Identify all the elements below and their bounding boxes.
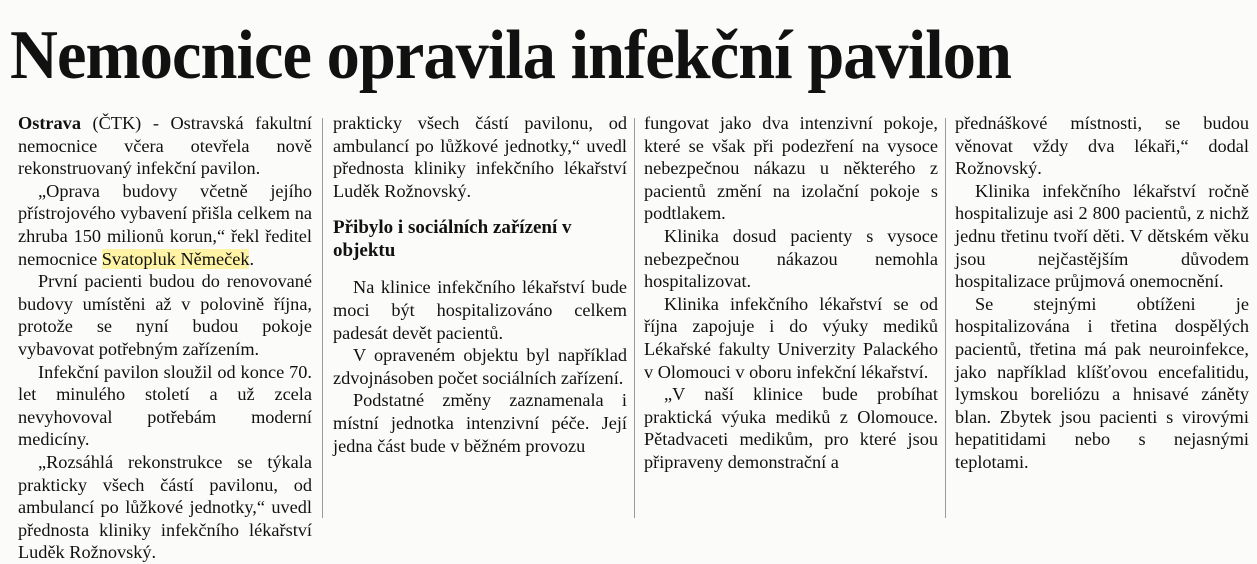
paragraph-text: „Oprava budovy včetně jejího přístrojového vybavení přišla celkem na zhruba 150 milionů korun,“ řekl ředitel nemocnice xyxy=(18,180,312,269)
highlighted-name: Svatopluk Němeček xyxy=(101,248,250,269)
column-3 xyxy=(644,112,938,521)
paragraph: Klinika dosud pacienty s vysoce nebezpečnou nákazou nemohla hospitalizovat. xyxy=(644,225,938,292)
paragraph: Klinika infekčního lékařství ročně hospitalizuje asi 2 800 pacientů, z nichž jednu třetinu tvoří děti. V dětském věku jsou nejčastějším důvodem hospitalizace průjmová onemocnění. xyxy=(955,180,1249,292)
lead-paragraph xyxy=(18,112,312,180)
dateline: Ostrava xyxy=(18,113,81,133)
paragraph: Podstatné změny zaznamenala i místní jednotka intenzivní péče. Její jedna část bude v běžném provozu xyxy=(333,390,627,456)
column-rule xyxy=(322,118,323,518)
paragraph xyxy=(18,180,312,270)
lead-text: (ČTK) - Ostravská fakultní nemocnice včera otevřela nově rekonstruovaný infekční pavilon. xyxy=(18,113,312,179)
paragraph: První pacienti budou do renovované budovy umístěni až v polovině října, protože se nyní budou pokoje vybavovat potřebným zařízením. xyxy=(18,271,312,359)
paragraph-continued: prakticky všech částí pavilonu, od ambulancí po lůžkové jednotky,“ uvedl přednosta kliniky infekčního lékařství Luděk Rožnovský. xyxy=(333,113,627,201)
subheading: Přibylo i sociálních zařízení v objektu xyxy=(333,217,572,262)
paragraph: V opraveném objektu byl například zdvojnásoben počet sociálních zařízení. xyxy=(333,345,627,388)
headline: Nemocnice opravila infekční pavilon xyxy=(10,17,1011,94)
paragraph: Se stejnými obtíženi je hospitalizována i třetina dospělých pacientů, třetina má pak neuroinfekce, jako například klíšťovou encefalitidu, lymskou boreliózu a hnisavé záněty blan. Zbytek jsou pacienti s virovými hepatitidami nebo s nejasnými teplotami. xyxy=(955,293,1249,472)
column-1 xyxy=(18,112,312,563)
paragraph: Klinika infekčního lékařství se od října zapojuje i do výuky mediků Lékařské fakulty Univerzity Palackého v Olomouci v oboru infekční lékařství. xyxy=(644,293,938,382)
paragraph: Infekční pavilon sloužil od konce 70. let minulého století a už zcela nevyhovoval potřebám moderní medicíny. xyxy=(18,361,312,450)
column-rule xyxy=(945,118,946,518)
paragraph: „Rozsáhlá rekonstrukce se týkala prakticky všech částí pavilonu, od ambulancí po lůžkové jednotky,“ uvedl přednosta kliniky infekčního lékařství Luděk Rožnovský. xyxy=(18,451,312,563)
paragraph: „V naší klinice bude probíhat praktická výuka mediků z Olomouce. Pětadvaceti medikům, pro které jsou připraveny demonstrační a xyxy=(644,384,938,472)
column-2 xyxy=(333,112,627,521)
paragraph-continued: fungovat jako dva intenzivní pokoje, které se však při podezření na vysoce nebezpečnou nákazu u některého z pacientů změní na izolační pokoje s podtlakem. xyxy=(644,113,938,224)
paragraph-text: . xyxy=(249,248,255,269)
paragraph-continued: přednáškové místnosti, se budou věnovat vždy dva lékaři,“ dodal Rožnovský. xyxy=(955,113,1249,179)
column-rule xyxy=(634,118,635,518)
column-4 xyxy=(955,112,1249,521)
paragraph: Na klinice infekčního lékařství bude moci být hospitalizováno celkem padesát devět pacientů. xyxy=(333,277,627,343)
